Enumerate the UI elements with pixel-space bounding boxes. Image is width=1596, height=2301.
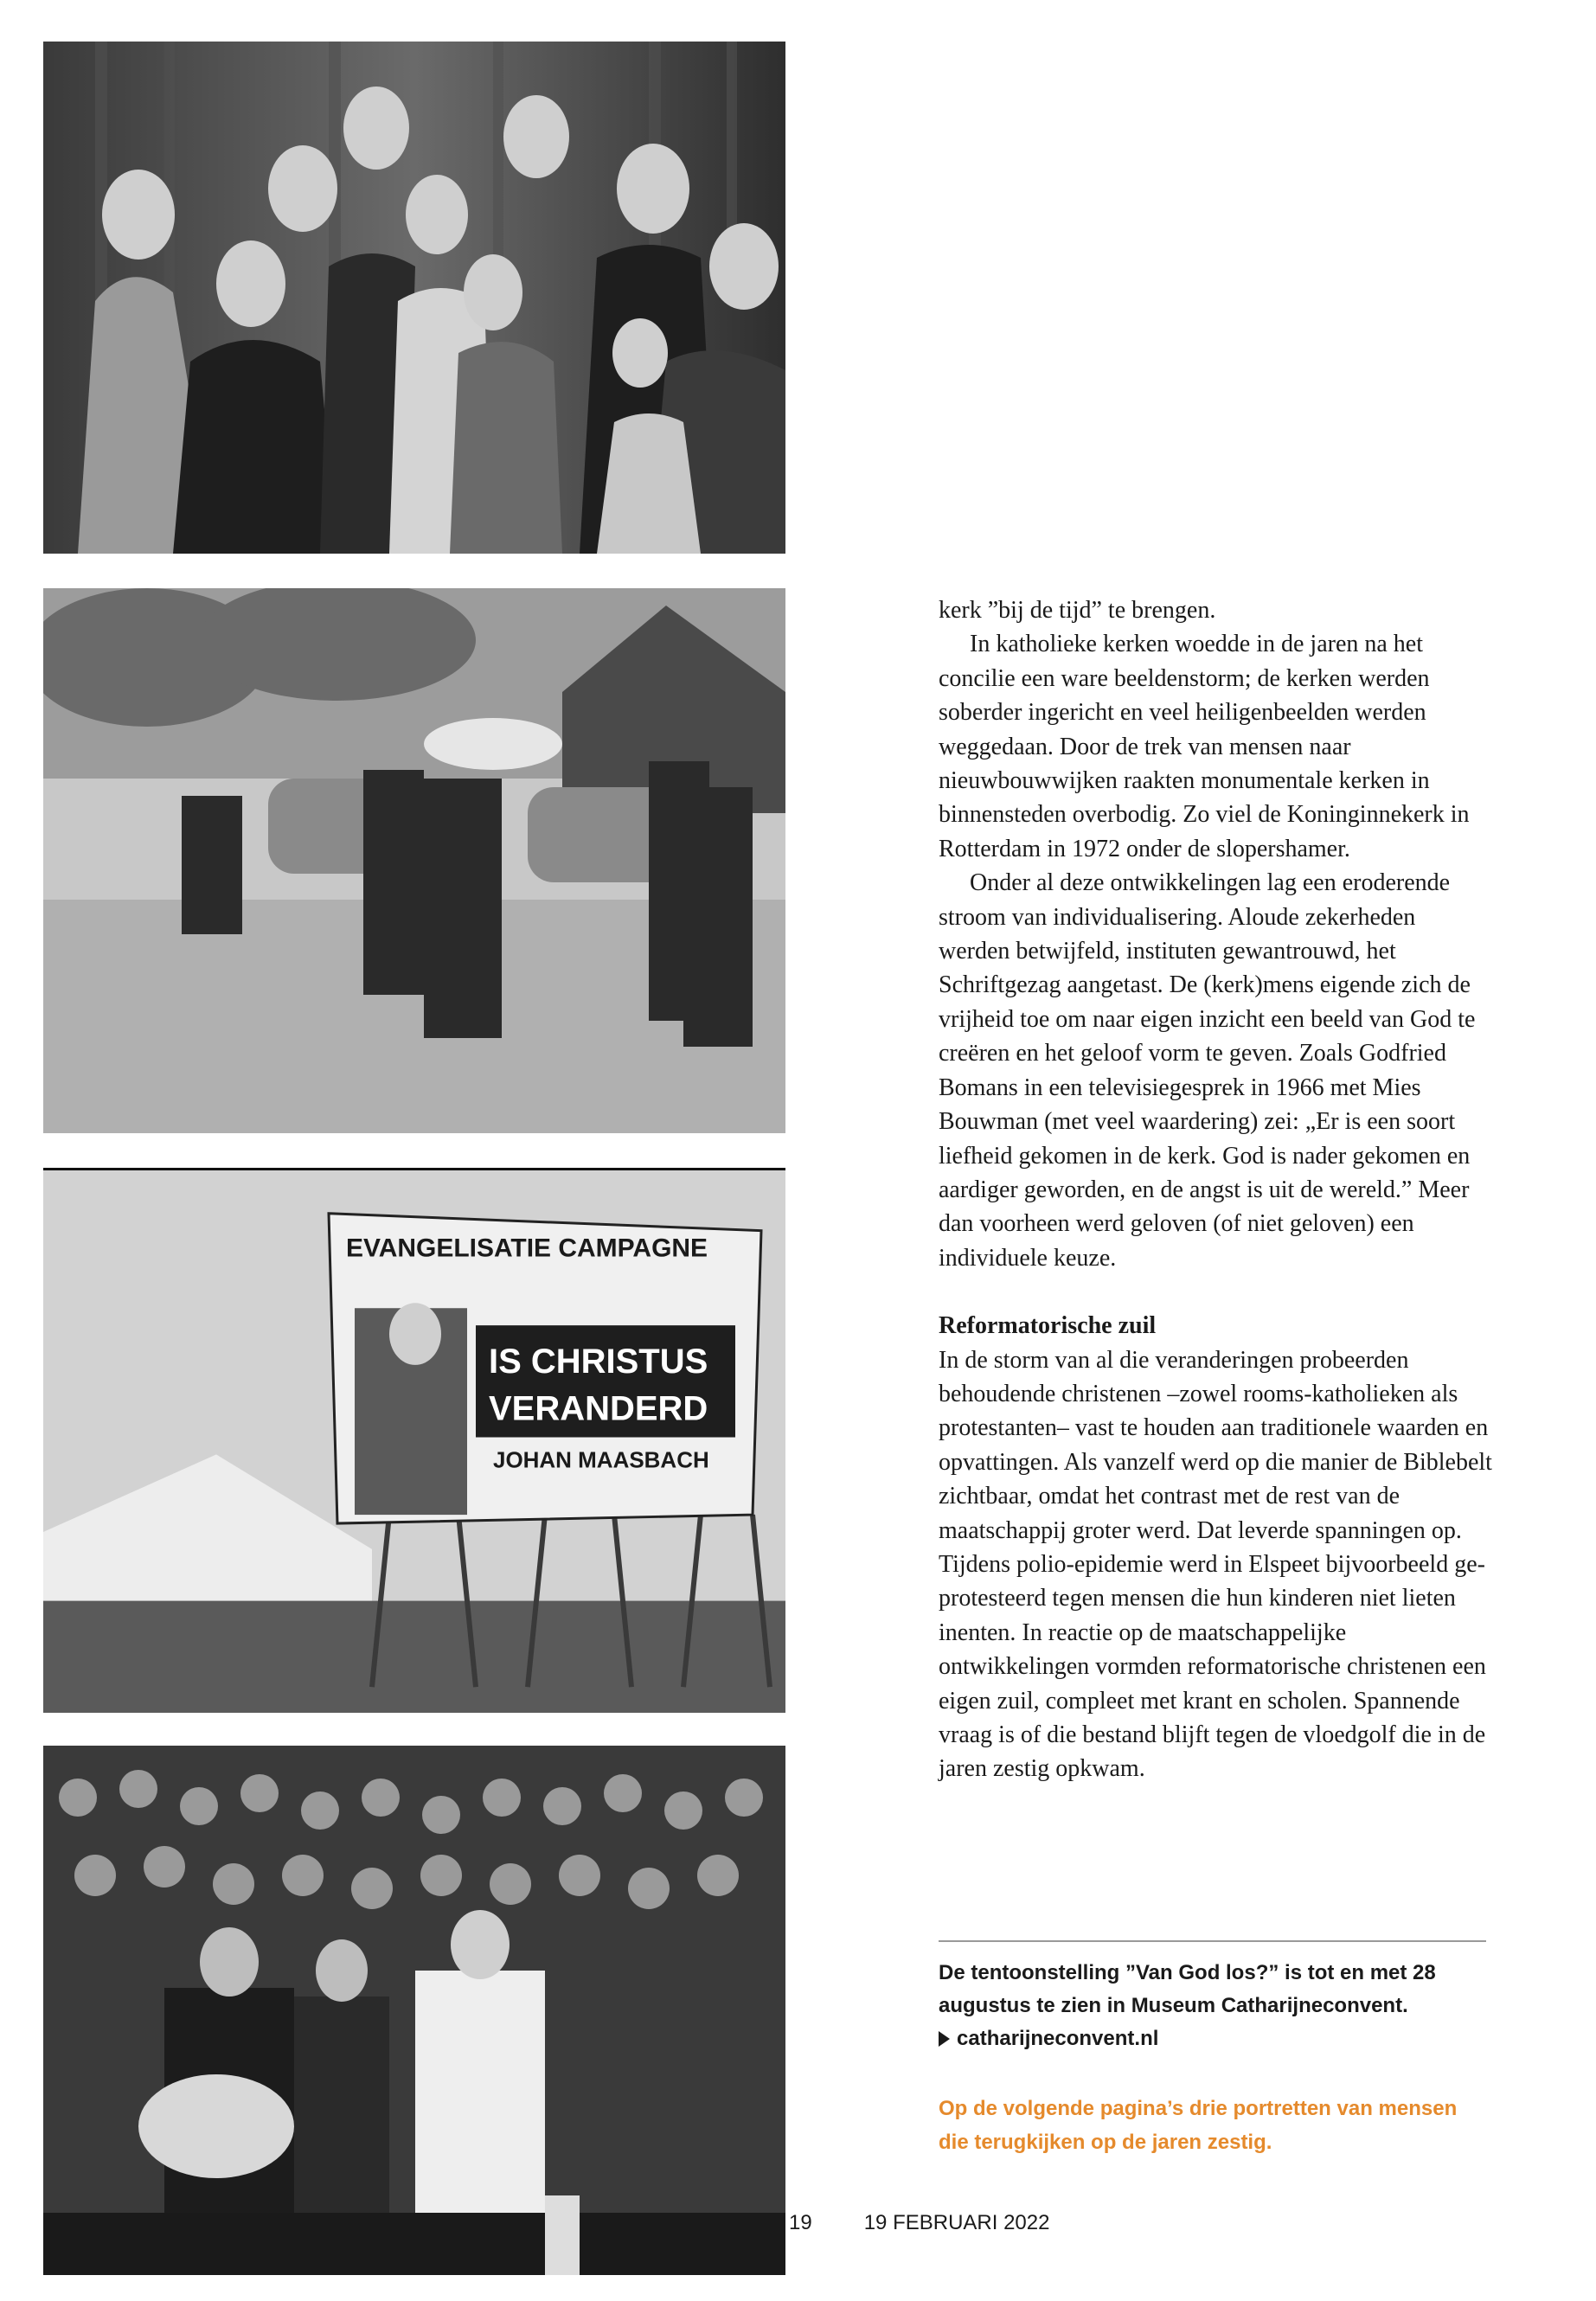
article-body	[939, 593, 1492, 1786]
evangelisatie-campagne-image	[43, 1170, 785, 1713]
next-pages-teaser: Op de volgende pagina’s drie portretten van mensen die terugkijken op de jaren zestig.	[939, 2097, 1458, 2154]
street-umbrella-photo	[43, 588, 785, 1133]
exhibition-link-text[interactable]: catharijneconvent.nl	[957, 2027, 1159, 2050]
page-number: 19	[789, 2211, 812, 2234]
info-divider	[939, 1940, 1486, 1942]
exhibition-info-text: De tentoonstelling ”Van God los?” is tot en met 28 augustus te zien in Museum Catharijneconvent.	[939, 1961, 1436, 2017]
sign-line-2: IS CHRISTUS	[489, 1342, 708, 1381]
article-paragraph-1: kerk ”bij de tijd” te brengen.	[939, 597, 1216, 624]
exhibition-info	[939, 1957, 1492, 2055]
article-paragraph-4: In de storm van al die veranderingen probeerden behoudende christenen –zowel rooms-katholieken als protestanten– vast te houden aan traditionele waarden en opvattingen. Als vanzelf werd op die manier de Biblebelt zichtbaar, omdat het contrast met de rest van de maatschappij groter werd. Dat leverde spanningen op. Tijdens polio-epidemie werd in Elspeet bijvoorbeeld geprotesteerd tegen mensen die hun kinderen niet lieten inenten. In reactie op de maatschappelijke ontwikkelingen vormden reformatorische christenen een eigen zuil, compleet met krant en scholen. Spannende vraag is of die bestand blijft tegen de vloedgolf die in de jaren zestig opkwam.	[939, 1346, 1492, 1783]
street-umbrella-image	[43, 588, 785, 1133]
family-portrait-photo	[43, 42, 785, 554]
play-triangle-icon	[939, 2031, 950, 2047]
issue-date: 19 FEBRUARI 2022	[863, 2211, 1050, 2234]
sign-line-3: VERANDERD	[489, 1389, 708, 1428]
family-portrait-image	[43, 42, 785, 554]
sign-line-1: EVANGELISATIE CAMPAGNE	[346, 1234, 708, 1263]
church-band-photo	[43, 1746, 785, 2275]
sign-line-4: JOHAN MAASBACH	[493, 1448, 709, 1473]
church-band-image	[43, 1746, 785, 2275]
article-paragraph-2: In katholieke kerken woedde in de jaren na het concilie een ware beeldenstorm; de kerken werden soberder ingericht en veel heiligenbeelden werden weggedaan. Door de trek van mensen naar nieuwbouwwijken raakten monumentale kerken in binnensteden overbodig. Zo viel de Koninginnekerk in Rotterdam in 1972 onder de slopershamer.	[939, 631, 1470, 862]
exhibition-link[interactable]	[939, 2022, 1492, 2055]
article-paragraph-3: Onder al deze ontwikkelingen lag een eroderende stroom van individualisering. Aloude zekerheden werden betwijfeld, instituten gewantrouwd, het Schriftgezag aangetast. De (kerk)mens eigende zich de vrijheid toe om naar eigen inzicht een beeld van God te creëren en het geloof vorm te geven. Zoals Godfried Bomans in een televisiegesprek in 1966 met Mies Bouwman (met veel waardering) zei: „Er is een soort liefheid gekomen in de kerk. God is nader gekomen en aardiger geworden, en de angst is uit de wereld.” Meer dan voorheen werd geloven (of niet geloven) een individuele keuze.	[939, 869, 1476, 1272]
page-footer	[789, 2211, 1049, 2235]
evangelisatie-campagne-photo	[43, 1168, 785, 1713]
section-subheading: Reformatorische zuil	[939, 1312, 1157, 1340]
